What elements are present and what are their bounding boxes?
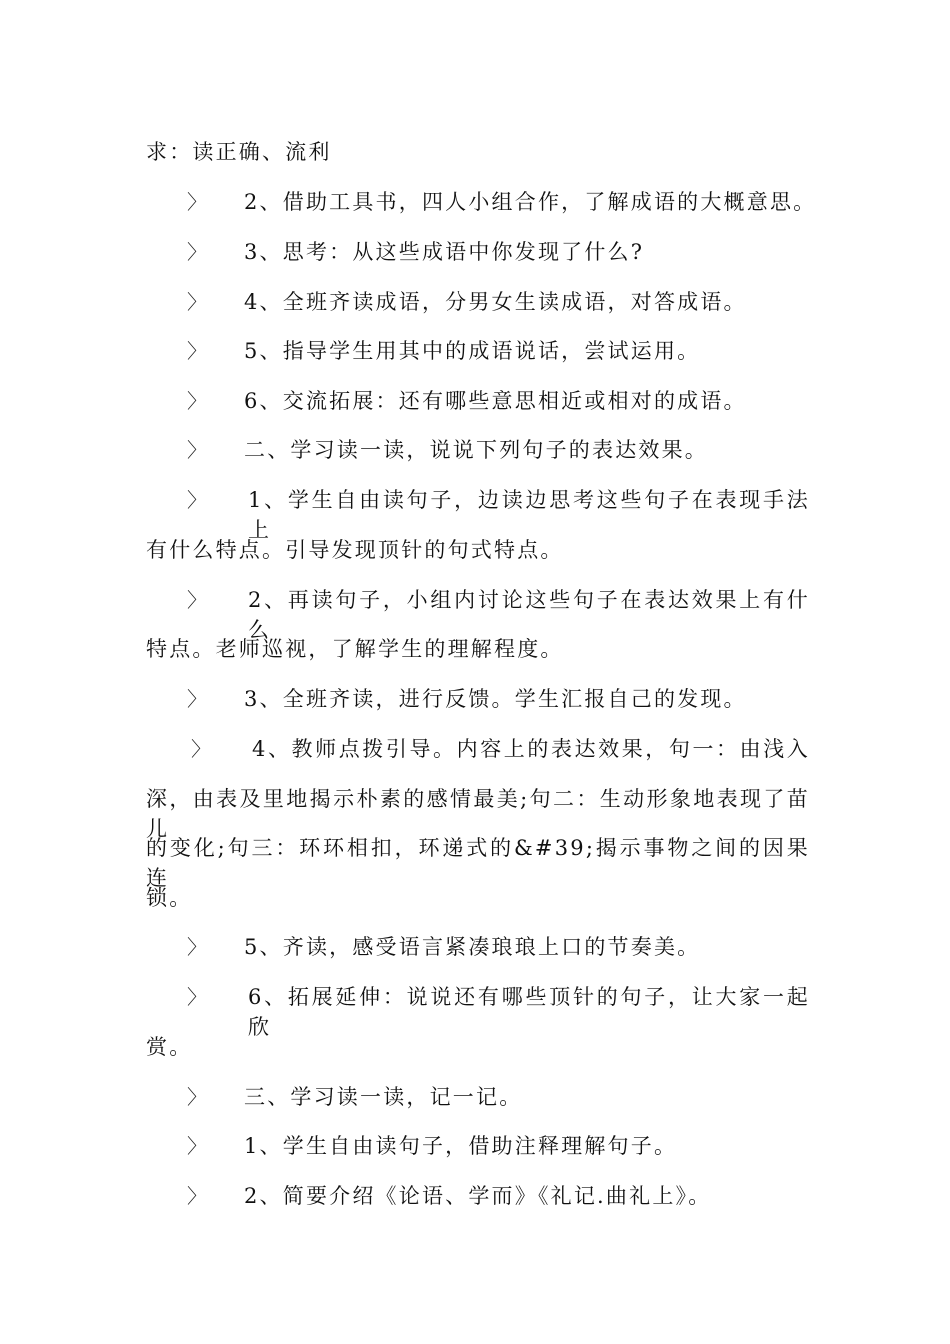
bullet-marker: 〉 (187, 1085, 207, 1109)
list-item-2: 3、思考：从这些成语中你发现了什么? (244, 240, 645, 264)
text-line-cont: 有什么特点。引导发现顶针的句式特点。 (146, 538, 564, 562)
bullet-marker: 〉 (187, 339, 207, 363)
bullet-marker: 〉 (187, 1184, 207, 1208)
list-item-8: 3、全班齐读，进行反馈。学生汇报自己的发现。 (244, 687, 747, 711)
bullet-marker: 〉 (187, 588, 207, 612)
list-item-1: 2、借助工具书，四人小组合作，了解成语的大概意思。 (244, 190, 817, 214)
bullet-marker: 〉 (187, 1134, 207, 1158)
list-item-7: 2、再读句子，小组内讨论这些句子在表达效果上有什么 (248, 588, 810, 642)
bullet-marker: 〉 (187, 935, 207, 959)
list-item-12: 1、学生自由读句子，借助注释理解句子。 (244, 1134, 678, 1158)
list-item-6: 1、学生自由读句子，边读边思考这些句子在表现手法上 (248, 488, 810, 542)
bullet-marker: 〉 (187, 488, 207, 512)
bullet-marker: 〉 (191, 737, 211, 761)
section-heading-2: 二、学习读一读，说说下列句子的表达效果。 (244, 438, 708, 462)
text-line-cont: 赏。 (146, 1035, 193, 1059)
text-line-cont: 特点。老师巡视，了解学生的理解程度。 (146, 637, 564, 661)
bullet-marker: 〉 (187, 985, 207, 1009)
list-item-4: 5、指导学生用其中的成语说话，尝试运用。 (244, 339, 701, 363)
section-heading-3: 三、学习读一读，记一记。 (244, 1085, 523, 1109)
text-line-cont: 锁。 (146, 886, 193, 910)
text-line-cont: 的变化;句三：环环相扣，环递式的&#39;揭示事物之间的因果连 (146, 836, 810, 890)
bullet-marker: 〉 (187, 687, 207, 711)
list-item-9: 4、教师点拨引导。内容上的表达效果，句一：由浅入 (252, 737, 810, 761)
bullet-marker: 〉 (187, 389, 207, 413)
list-item-13: 2、简要介绍《论语、学而》《礼记.曲礼上》。 (244, 1184, 712, 1208)
list-item-10: 5、齐读，感受语言紧凑琅琅上口的节奏美。 (244, 935, 701, 959)
bullet-marker: 〉 (187, 240, 207, 264)
list-item-11: 6、拓展延伸：说说还有哪些顶针的句子，让大家一起欣 (248, 985, 810, 1039)
text-line-cont: 深，由表及里地揭示朴素的感情最美;句二：生动形象地表现了苗儿 (146, 787, 810, 841)
bullet-marker: 〉 (187, 190, 207, 214)
list-item-5: 6、交流拓展：还有哪些意思相近或相对的成语。 (244, 389, 747, 413)
bullet-marker: 〉 (187, 290, 207, 314)
list-item-3: 4、全班齐读成语，分男女生读成语，对答成语。 (244, 290, 747, 314)
bullet-marker: 〉 (187, 438, 207, 462)
text-line-1: 求：读正确、流利 (146, 140, 332, 164)
